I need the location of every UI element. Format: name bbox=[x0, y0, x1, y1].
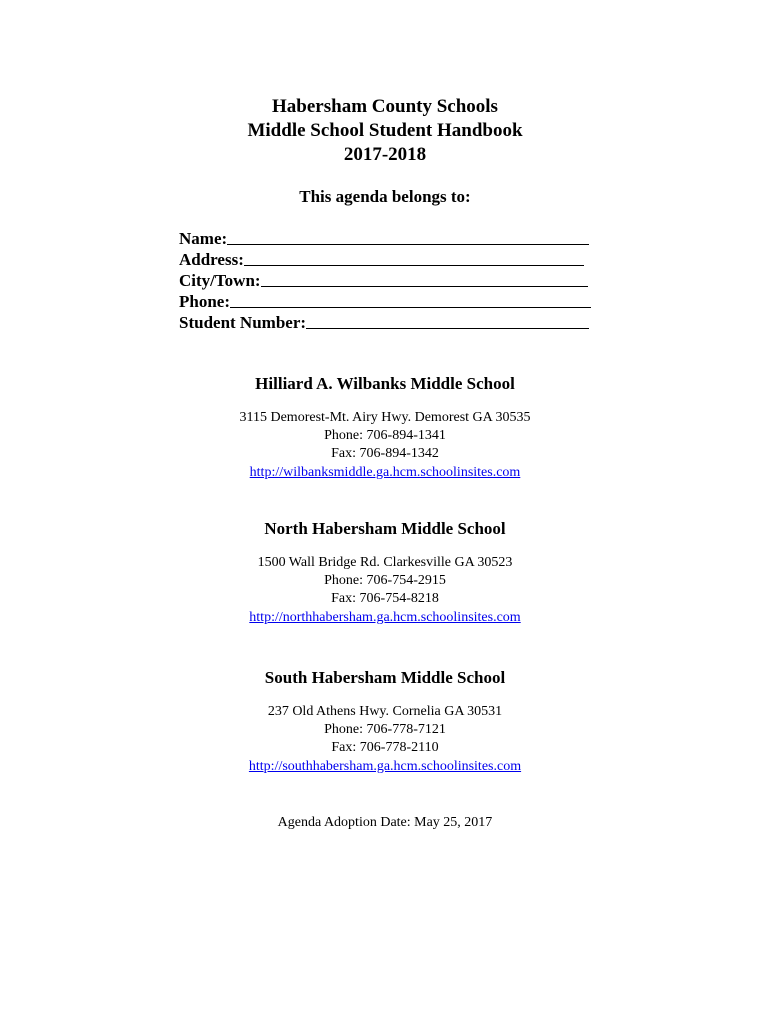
school-year: 2017-2018 bbox=[343, 144, 427, 165]
name-field[interactable] bbox=[179, 228, 599, 249]
phone-blank-line[interactable] bbox=[230, 293, 591, 308]
name-field-label: Name: bbox=[179, 229, 228, 248]
school-phone: Phone: 706-894-1341 bbox=[324, 428, 446, 443]
school-website-link[interactable]: http://wilbanksmiddle.ga.hcm.schoolinsites.com bbox=[249, 465, 521, 480]
belongs-to-heading: This agenda belongs to: bbox=[299, 187, 471, 206]
school-website-link[interactable]: http://northhabersham.ga.hcm.schoolinsites.com bbox=[249, 610, 521, 625]
school-address: 3115 Demorest-Mt. Airy Hwy. Demorest GA 30535 bbox=[239, 410, 531, 425]
school-fax: Fax: 706-754-8218 bbox=[331, 591, 439, 606]
school-address: 237 Old Athens Hwy. Cornelia GA 30531 bbox=[267, 704, 503, 719]
owner-info-form bbox=[179, 228, 599, 333]
address-field[interactable] bbox=[179, 249, 599, 270]
name-blank-line[interactable] bbox=[227, 230, 589, 245]
school-name: North Habersham Middle School bbox=[264, 519, 506, 538]
school-fax: Fax: 706-894-1342 bbox=[331, 446, 439, 461]
student-number-blank-line[interactable] bbox=[306, 314, 589, 329]
school-south-habersham bbox=[0, 667, 770, 776]
school-phone: Phone: 706-754-2915 bbox=[324, 573, 446, 588]
phone-field[interactable] bbox=[179, 291, 599, 312]
city-town-field[interactable] bbox=[179, 270, 599, 291]
address-blank-line[interactable] bbox=[244, 251, 584, 266]
school-website-link[interactable]: http://southhabersham.ga.hcm.schoolinsites.com bbox=[248, 759, 522, 774]
school-north-habersham bbox=[0, 518, 770, 627]
student-number-field-label: Student Number: bbox=[179, 313, 307, 332]
district-title: Habersham County Schools bbox=[272, 96, 498, 117]
school-name: Hilliard A. Wilbanks Middle School bbox=[255, 374, 515, 393]
handbook-title: Middle School Student Handbook bbox=[247, 120, 523, 141]
student-number-field[interactable] bbox=[179, 312, 599, 333]
handbook-title-block bbox=[0, 95, 770, 167]
city-town-field-label: City/Town: bbox=[179, 271, 261, 290]
phone-field-label: Phone: bbox=[179, 292, 230, 311]
school-address: 1500 Wall Bridge Rd. Clarkesville GA 30523 bbox=[257, 555, 513, 570]
school-fax: Fax: 706-778-2110 bbox=[331, 740, 439, 755]
adoption-date: Agenda Adoption Date: May 25, 2017 bbox=[277, 815, 493, 830]
school-phone: Phone: 706-778-7121 bbox=[324, 722, 446, 737]
city-town-blank-line[interactable] bbox=[261, 272, 588, 287]
school-wilbanks bbox=[0, 373, 770, 482]
address-field-label: Address: bbox=[179, 250, 244, 269]
school-name: South Habersham Middle School bbox=[264, 668, 506, 687]
